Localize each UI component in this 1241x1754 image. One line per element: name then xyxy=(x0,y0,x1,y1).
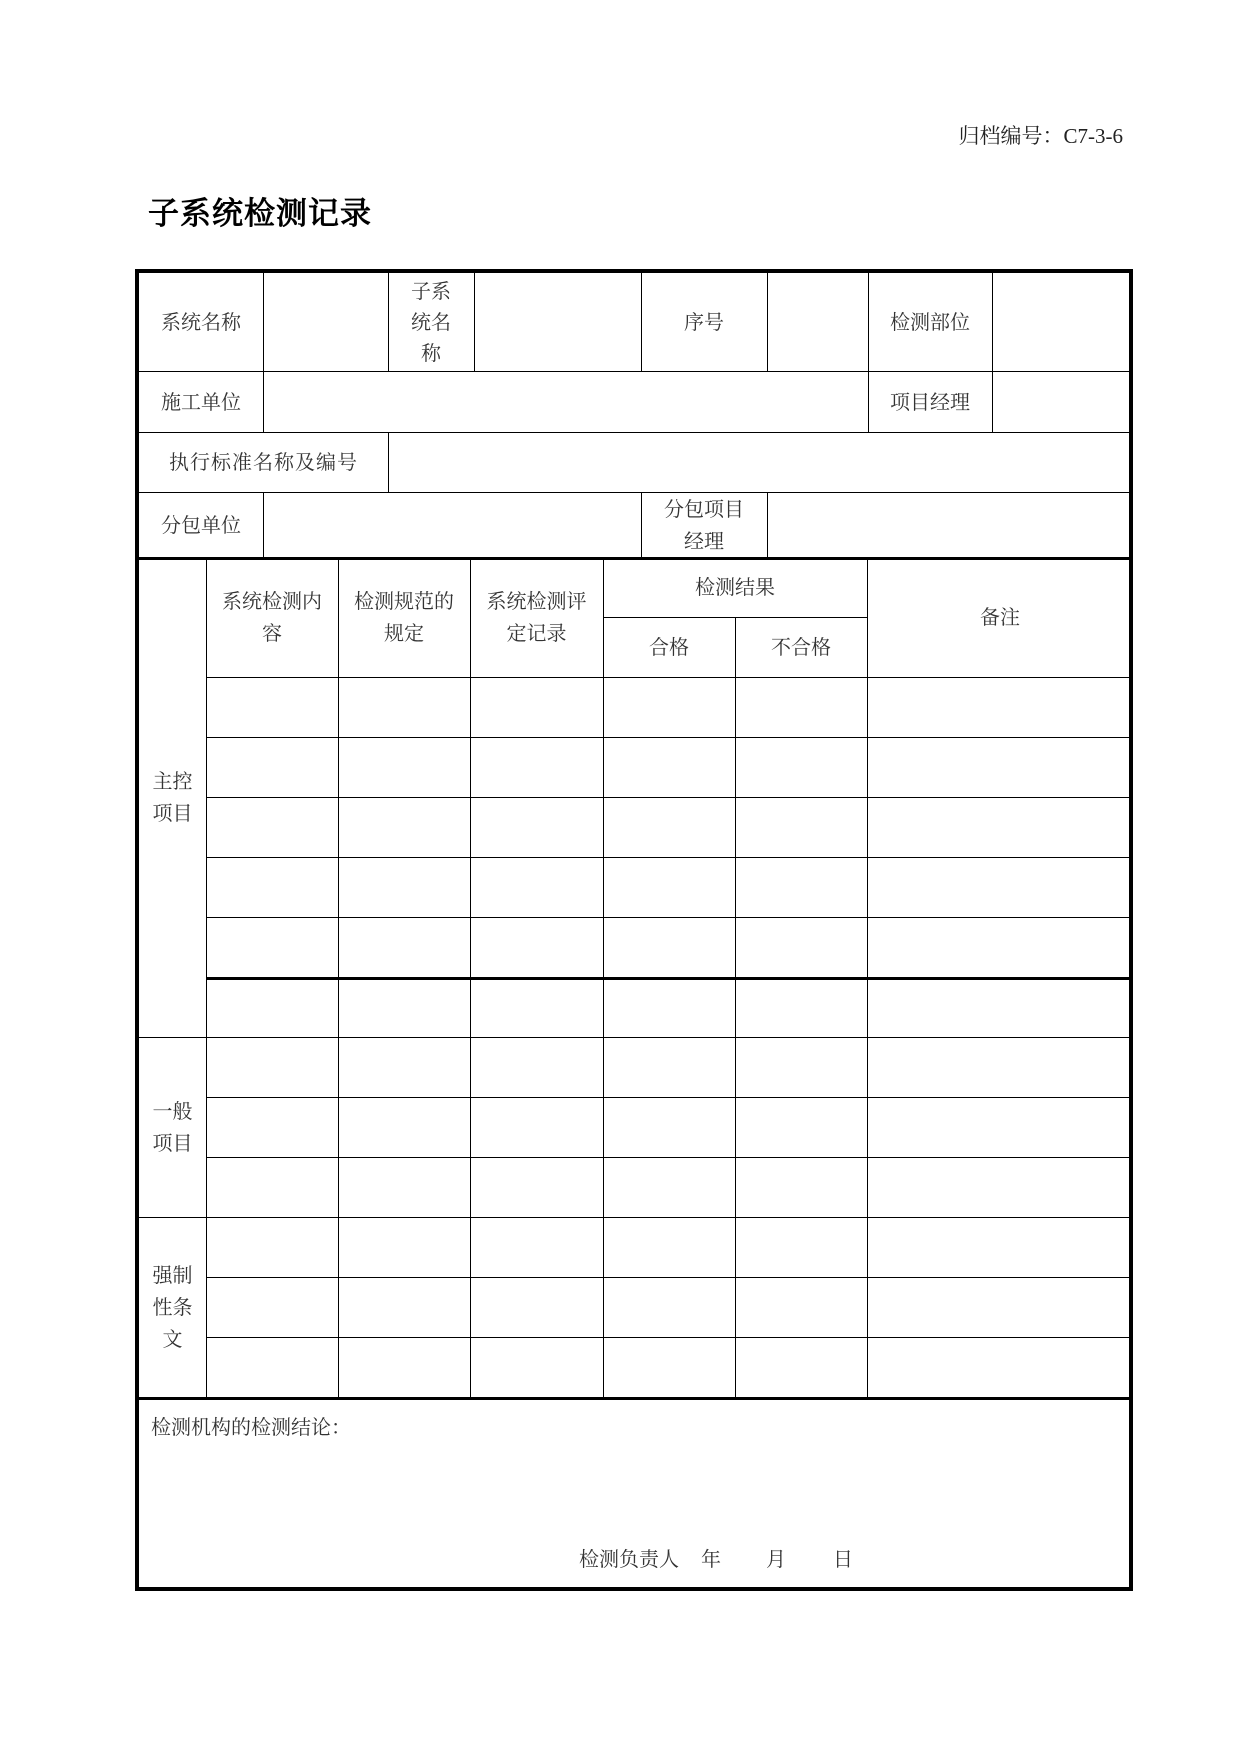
signer-label: 检测负责人 xyxy=(579,1547,679,1571)
cell-remarks[interactable] xyxy=(867,1277,1133,1337)
serial-no-label: 序号 xyxy=(684,310,724,334)
header-content: 系统检测内 容 xyxy=(222,589,322,645)
cell-pass[interactable] xyxy=(603,917,735,977)
v-rule xyxy=(263,492,264,557)
cell-content[interactable] xyxy=(206,1097,338,1157)
cell-remarks[interactable] xyxy=(867,1037,1133,1097)
sub-project-manager-field[interactable] xyxy=(767,492,1133,557)
row-divider xyxy=(206,737,1133,738)
subsystem-name-field[interactable] xyxy=(474,273,641,371)
cell-record[interactable] xyxy=(470,797,603,857)
cell-spec[interactable] xyxy=(338,1217,470,1277)
cell-remarks[interactable] xyxy=(867,737,1133,797)
cell-pass[interactable] xyxy=(603,1097,735,1157)
serial-no-field[interactable] xyxy=(767,273,868,371)
standard-label: 执行标准名称及编号 xyxy=(169,450,358,474)
construction-unit-field[interactable] xyxy=(263,371,868,432)
h-rule xyxy=(139,432,1133,433)
cell-pass[interactable] xyxy=(603,1157,735,1217)
project-manager-field[interactable] xyxy=(992,371,1133,432)
cell-remarks[interactable] xyxy=(867,1337,1133,1397)
header-spec: 检测规范的 规定 xyxy=(354,589,454,645)
cell-fail[interactable] xyxy=(735,1097,867,1157)
header-result: 检测结果 xyxy=(695,575,775,599)
cell-record[interactable] xyxy=(470,1037,603,1097)
cell-content[interactable] xyxy=(206,1217,338,1277)
inspection-record-table xyxy=(135,269,1133,1591)
page-title: 子系统检测记录 xyxy=(148,196,372,232)
cell-remarks[interactable] xyxy=(867,1097,1133,1157)
cell-spec[interactable] xyxy=(338,977,470,1037)
h-rule xyxy=(206,677,1133,678)
cell-remarks[interactable] xyxy=(867,977,1133,1037)
cell-spec[interactable] xyxy=(338,1037,470,1097)
cell-spec[interactable] xyxy=(338,1337,470,1397)
cell-fail[interactable] xyxy=(735,917,867,977)
cell-pass[interactable] xyxy=(603,1037,735,1097)
cell-fail[interactable] xyxy=(735,1037,867,1097)
h-rule xyxy=(139,492,1133,493)
cell-remarks[interactable] xyxy=(867,917,1133,977)
cell-content[interactable] xyxy=(206,797,338,857)
cell-pass[interactable] xyxy=(603,1277,735,1337)
row-divider xyxy=(206,1157,1133,1158)
v-rule xyxy=(474,273,475,371)
section-divider xyxy=(139,1037,1133,1038)
row-divider xyxy=(206,977,1133,980)
v-rule xyxy=(641,273,642,371)
v-rule xyxy=(992,273,993,432)
cell-fail[interactable] xyxy=(735,977,867,1037)
row-divider xyxy=(206,917,1133,918)
row-divider xyxy=(206,1097,1133,1098)
cell-content[interactable] xyxy=(206,1037,338,1097)
cell-content[interactable] xyxy=(206,1277,338,1337)
archive-code: 归档编号：C7-3-6 xyxy=(958,124,1123,148)
cell-pass[interactable] xyxy=(603,737,735,797)
cell-record[interactable] xyxy=(470,677,603,737)
cell-content[interactable] xyxy=(206,1157,338,1217)
cell-pass[interactable] xyxy=(603,1217,735,1277)
system-name-label: 系统名称 xyxy=(161,310,241,334)
month-label: 月 xyxy=(766,1547,786,1571)
cell-content[interactable] xyxy=(206,917,338,977)
cell-content[interactable] xyxy=(206,1337,338,1397)
header-remarks: 备注 xyxy=(980,605,1020,629)
inspection-part-label: 检测部位 xyxy=(890,310,970,334)
subcontractor-label: 分包单位 xyxy=(161,512,241,537)
cell-pass[interactable] xyxy=(603,677,735,737)
year-label: 年 xyxy=(701,1547,721,1571)
cell-fail[interactable] xyxy=(735,797,867,857)
v-rule xyxy=(868,273,869,432)
cell-spec[interactable] xyxy=(338,917,470,977)
inspection-part-field[interactable] xyxy=(992,273,1133,371)
cell-content[interactable] xyxy=(206,977,338,1037)
subcontractor-field[interactable] xyxy=(263,492,641,557)
cell-record[interactable] xyxy=(470,1097,603,1157)
h-rule xyxy=(139,371,1133,372)
cell-spec[interactable] xyxy=(338,737,470,797)
cell-fail[interactable] xyxy=(735,737,867,797)
cell-remarks[interactable] xyxy=(867,677,1133,737)
standard-field[interactable] xyxy=(388,432,1133,492)
project-manager-label: 项目经理 xyxy=(890,389,970,414)
cell-record[interactable] xyxy=(470,1157,603,1217)
cell-pass[interactable] xyxy=(603,1337,735,1397)
day-label: 日 xyxy=(833,1547,853,1571)
cell-fail[interactable] xyxy=(735,857,867,917)
cell-remarks[interactable] xyxy=(867,1157,1133,1217)
cell-spec[interactable] xyxy=(338,1157,470,1217)
section-divider xyxy=(139,1217,1133,1218)
row-divider xyxy=(206,1277,1133,1278)
v-rule xyxy=(767,492,768,557)
cell-content[interactable] xyxy=(206,737,338,797)
cell-spec[interactable] xyxy=(338,797,470,857)
header-fail: 不合格 xyxy=(771,635,831,659)
cell-record[interactable] xyxy=(470,1217,603,1277)
cell-record[interactable] xyxy=(470,857,603,917)
h-rule xyxy=(139,557,1133,560)
row-divider xyxy=(206,857,1133,858)
system-name-field[interactable] xyxy=(263,273,388,371)
cell-content[interactable] xyxy=(206,857,338,917)
cell-remarks[interactable] xyxy=(867,857,1133,917)
cell-fail[interactable] xyxy=(735,677,867,737)
cell-record[interactable] xyxy=(470,1277,603,1337)
cell-spec[interactable] xyxy=(338,677,470,737)
construction-unit-label: 施工单位 xyxy=(161,389,241,414)
header-record: 系统检测评 定记录 xyxy=(486,589,587,645)
cell-pass[interactable] xyxy=(603,797,735,857)
v-rule xyxy=(388,432,389,492)
cell-record[interactable] xyxy=(470,917,603,977)
cell-spec[interactable] xyxy=(338,1097,470,1157)
cell-record[interactable] xyxy=(470,737,603,797)
conclusion-divider xyxy=(139,1397,1133,1400)
cell-remarks[interactable] xyxy=(867,1217,1133,1277)
section-main-control-label: 主控 项目 xyxy=(152,769,193,825)
row-divider xyxy=(206,1337,1133,1338)
cell-spec[interactable] xyxy=(338,857,470,917)
v-rule xyxy=(263,273,264,432)
cell-content[interactable] xyxy=(206,677,338,737)
cell-fail[interactable] xyxy=(735,1337,867,1397)
v-rule xyxy=(735,617,736,1397)
header-pass: 合格 xyxy=(649,635,689,659)
cell-fail[interactable] xyxy=(735,1157,867,1217)
cell-fail[interactable] xyxy=(735,1217,867,1277)
subsystem-name-label: 子系 统名 称 xyxy=(411,278,451,365)
cell-record[interactable] xyxy=(470,1337,603,1397)
cell-fail[interactable] xyxy=(735,1277,867,1337)
sub-project-manager-label: 分包项目 经理 xyxy=(664,496,744,553)
cell-pass[interactable] xyxy=(603,857,735,917)
v-rule xyxy=(641,492,642,557)
row-divider xyxy=(206,797,1133,798)
cell-remarks[interactable] xyxy=(867,797,1133,857)
cell-record[interactable] xyxy=(470,977,603,1037)
cell-spec[interactable] xyxy=(338,1277,470,1337)
v-rule xyxy=(388,273,389,371)
section-general-label: 一般 项目 xyxy=(152,1099,193,1155)
cell-pass[interactable] xyxy=(603,977,735,1037)
conclusion-label: 检测机构的检测结论： xyxy=(151,1415,351,1439)
v-rule xyxy=(767,273,768,371)
section-mandatory-label: 强制 性条 文 xyxy=(152,1263,193,1351)
